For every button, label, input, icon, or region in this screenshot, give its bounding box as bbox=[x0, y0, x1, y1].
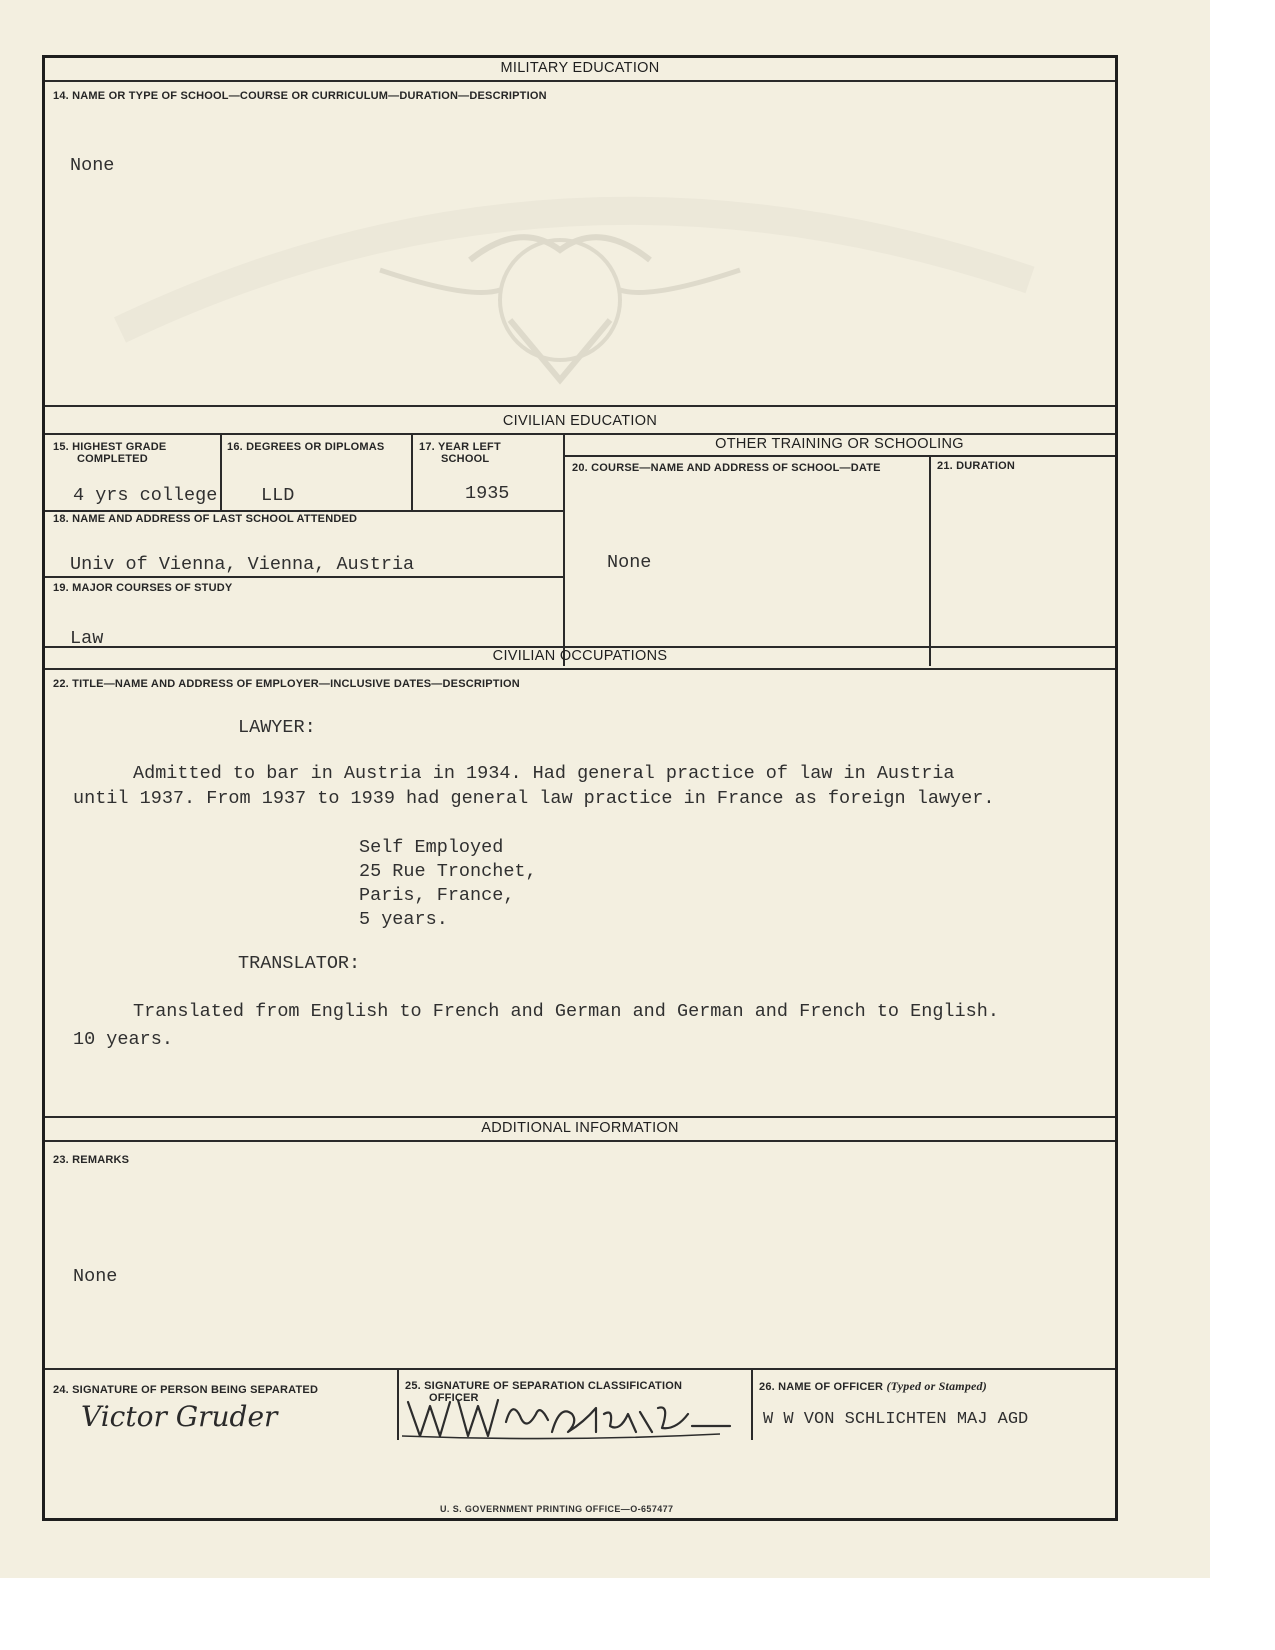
divider bbox=[45, 576, 563, 578]
field-15-label: 15. HIGHEST GRADE bbox=[53, 441, 167, 453]
field-24-label: 24. SIGNATURE OF PERSON BEING SEPARATED bbox=[53, 1384, 319, 1396]
field-26-label-text: 26. NAME OF OFFICER bbox=[759, 1381, 884, 1393]
divider bbox=[45, 433, 1115, 435]
major-courses-value: Law bbox=[70, 628, 104, 649]
divider bbox=[45, 1116, 1115, 1118]
translator-description: Translated from English to French and German and German and French to English. bbox=[133, 1001, 999, 1022]
highest-grade-value: 4 yrs college bbox=[73, 485, 218, 506]
divider bbox=[45, 405, 1115, 407]
employer-line: Paris, France, bbox=[359, 885, 515, 906]
employer-line: Self Employed bbox=[359, 837, 504, 858]
divider bbox=[45, 510, 563, 512]
other-training-header: OTHER TRAINING OR SCHOOLING bbox=[715, 436, 964, 452]
officer-name-value: W W VON SCHLICHTEN MAJ AGD bbox=[763, 1410, 1029, 1429]
field-17-label-cont: SCHOOL bbox=[441, 453, 490, 465]
field-20-label: 20. COURSE—NAME AND ADDRESS OF SCHOOL—DATE bbox=[572, 462, 881, 474]
field-22-label: 22. TITLE—NAME AND ADDRESS OF EMPLOYER—INCLUSIVE DATES—DESCRIPTION bbox=[53, 678, 520, 690]
remarks-value: None bbox=[73, 1266, 118, 1287]
field-16-label: 16. DEGREES OR DIPLOMAS bbox=[227, 441, 385, 453]
occupation-title-lawyer: LAWYER: bbox=[238, 717, 316, 738]
officer-signature bbox=[400, 1392, 740, 1446]
occupation-title-translator: TRANSLATOR: bbox=[238, 953, 361, 974]
year-left-value: 1935 bbox=[465, 483, 510, 504]
divider bbox=[220, 433, 222, 510]
field-17-label: 17. YEAR LEFT bbox=[419, 441, 501, 453]
divider bbox=[45, 1140, 1115, 1142]
civilian-occupations-header: CIVILIAN OCCUPATIONS bbox=[492, 648, 668, 664]
employer-line: 25 Rue Tronchet, bbox=[359, 861, 537, 882]
translator-description-cont: 10 years. bbox=[73, 1029, 173, 1050]
separation-qualification-form bbox=[42, 55, 1118, 1521]
civilian-education-header: CIVILIAN EDUCATION bbox=[502, 413, 658, 429]
divider bbox=[45, 1368, 1115, 1370]
printing-office-footer: U. S. GOVERNMENT PRINTING OFFICE—O-657477 bbox=[440, 1504, 674, 1514]
degree-value: LLD bbox=[261, 485, 295, 506]
divider bbox=[564, 455, 1115, 457]
divider bbox=[929, 455, 931, 666]
divider bbox=[751, 1368, 753, 1440]
field-23-label: 23. REMARKS bbox=[53, 1154, 130, 1166]
field-25-label: 25. SIGNATURE OF SEPARATION CLASSIFICATION bbox=[405, 1380, 683, 1392]
lawyer-description-cont: until 1937. From 1937 to 1939 had general law practice in France as foreign lawyer. bbox=[73, 788, 995, 809]
field-18-label: 18. NAME AND ADDRESS OF LAST SCHOOL ATTENDED bbox=[53, 513, 358, 525]
divider bbox=[563, 433, 565, 666]
military-education-header: MILITARY EDUCATION bbox=[500, 60, 660, 76]
signature-person-separated: Victor Gruder bbox=[81, 1400, 278, 1433]
field-26-label-note: (Typed or Stamped) bbox=[886, 1379, 987, 1393]
employer-line: 5 years. bbox=[359, 909, 448, 930]
field-21-label: 21. DURATION bbox=[937, 460, 1015, 472]
field-14-label: 14. NAME OR TYPE OF SCHOOL—COURSE OR CURRICULUM—DURATION—DESCRIPTION bbox=[53, 90, 547, 102]
divider bbox=[397, 1368, 399, 1440]
field-26-label bbox=[759, 1380, 987, 1393]
lawyer-description: Admitted to bar in Austria in 1934. Had general practice of law in Austria bbox=[133, 763, 955, 784]
other-training-value: None bbox=[607, 552, 652, 573]
field-19-label: 19. MAJOR COURSES OF STUDY bbox=[53, 582, 233, 594]
additional-information-header: ADDITIONAL INFORMATION bbox=[481, 1120, 679, 1136]
divider bbox=[411, 433, 413, 510]
divider bbox=[45, 80, 1115, 82]
field-25-label-cont: OFFICER bbox=[429, 1392, 479, 1404]
field-15-label-cont: COMPLETED bbox=[77, 453, 148, 465]
military-school-value: None bbox=[70, 155, 115, 176]
divider bbox=[45, 668, 1115, 670]
last-school-value: Univ of Vienna, Vienna, Austria bbox=[70, 554, 415, 575]
